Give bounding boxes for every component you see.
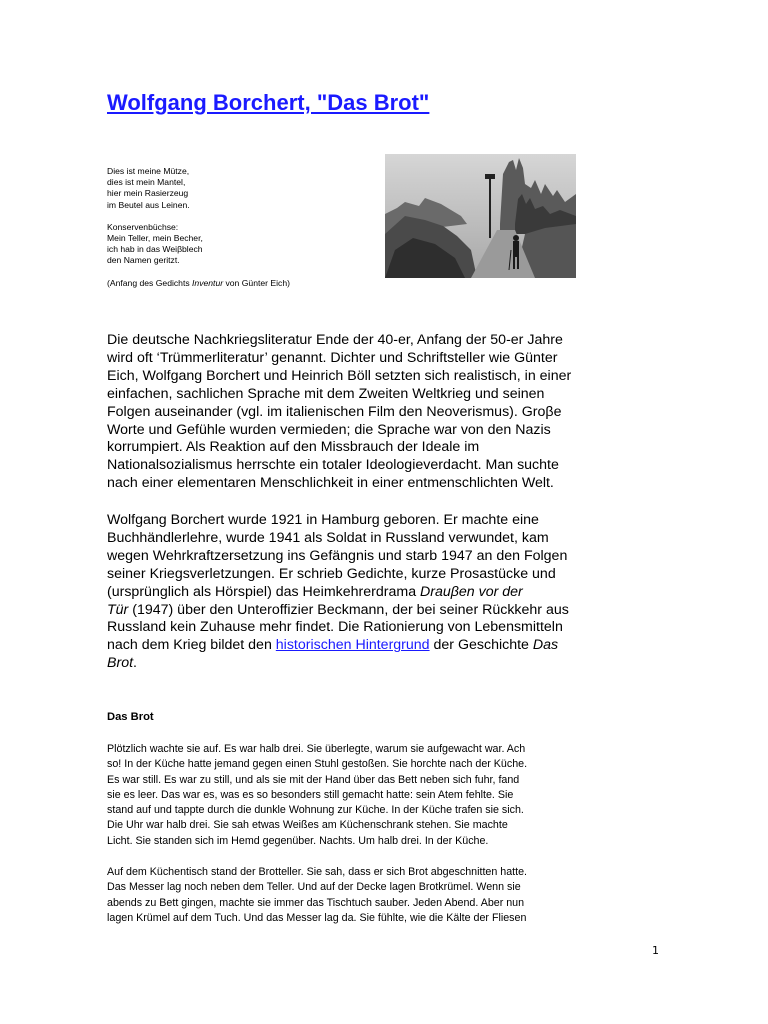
poem-stanza-1 — [107, 166, 357, 211]
story-paragraph-2 — [107, 865, 607, 926]
historical-background-link[interactable]: historischen Hintergrund — [275, 637, 430, 654]
intro-line: Folgen auseinander (vgl. im italienischen Film den Neoverismus). Groβe — [107, 403, 562, 420]
story-line: stand auf und tappte durch die dunkle Wohnung zur Küche. In der Küche trafen sie sich. — [107, 804, 524, 817]
poem-line: im Beutel aus Leinen. — [107, 199, 190, 210]
bio-line: Wolfgang Borchert wurde 1921 in Hamburg geboren. Er machte eine — [107, 512, 539, 528]
bio-line: Buchhändlerlehre, wurde 1941 als Soldat in Russland verwundet, kam — [107, 529, 549, 546]
story-line: so! In der Küche hatte jemand gegen einen Stuhl gestoßen. Sie horchte nach der Küche. — [107, 758, 528, 771]
bio-line — [107, 602, 601, 620]
story-line: sie es leer. Das war es, was es so besonders still gemacht hatte: sein Atem fehlte. Sie — [107, 788, 514, 801]
intro-paragraph — [107, 332, 601, 493]
story-line: Das Messer lag noch neben dem Teller. Und auf der Decke lagen Brotkrümel. Wenn sie — [107, 881, 521, 894]
intro-line: wird oft ‘Trümmerliteratur’ genannt. Dichter und Schriftsteller wie Günter — [107, 349, 558, 366]
poem-line: Dies ist meine Mütze, — [107, 166, 190, 176]
intro-line: einfachen, sachlichen Sprache mit dem Zweiten Weltkrieg und seinen — [107, 385, 545, 402]
story-line: Es war still. Es war zu still, und als sie mit der Hand über das Bett neben sich fuhr, fand — [107, 773, 520, 786]
intro-line: korrumpiert. Als Reaktion auf den Missbrauch der Ideale im — [107, 439, 480, 456]
poem-stanza-2 — [107, 222, 357, 267]
intro-line: Worte und Gefühle wurden vermieden; die Sprache war von den Nazis — [107, 421, 551, 438]
document-title[interactable]: Wolfgang Borchert, "Das Brot" — [107, 90, 430, 115]
biography-paragraph — [107, 512, 601, 673]
poem-line: ich hab in das Weiβblech — [107, 244, 203, 255]
story-paragraph-1 — [107, 742, 607, 849]
intro-line: Nationalsozialismus herrschte ein totaler Ideologieverdacht. Man suchte — [107, 457, 559, 474]
bio-line: seiner Kriegsverletzungen. Er schrieb Gedichte, kurze Prosastücke und — [107, 565, 556, 582]
intro-line: Die deutsche Nachkriegsliteratur Ende der 40-er, Anfang der 50-er Jahre — [107, 332, 563, 348]
poem-excerpt — [107, 166, 357, 289]
story-title: Brot — [107, 655, 134, 672]
intro-line: Eich, Wolfgang Borchert und Heinrich Böll setzten sich realistisch, in einer — [107, 367, 572, 384]
ruins-photo-image — [385, 154, 576, 278]
story-heading: Das Brot — [107, 711, 154, 723]
story-line: abends zu Bett gingen, machte sie immer das Tischtuch sauber. Jeden Abend. Aber nun — [107, 896, 525, 909]
poem-caption-text: (Anfang des Gedichts — [107, 277, 193, 288]
ruins-photo — [385, 154, 576, 278]
poem-caption-text: von Günter Eich) — [223, 277, 290, 288]
story-line: lagen Krümel auf dem Tuch. Und das Messer lag da. Sie fühlte, wie die Kälte der Fliesen — [107, 911, 527, 924]
poem-caption-title: Inventur — [192, 277, 224, 288]
poem-line: Mein Teller, mein Becher, — [107, 233, 203, 244]
bio-text: (1947) über den Unteroffizier Beckmann, der bei seiner Rückkehr aus — [128, 601, 569, 618]
poem-caption — [107, 278, 357, 289]
intro-line: nach einer elementaren Menschlichkeit in einer entmenschlichten Welt. — [107, 475, 554, 492]
poem-line: den Namen geritzt. — [107, 255, 180, 266]
bio-text: nach dem Krieg bildet den — [107, 637, 276, 654]
story-line: Die Uhr war halb drei. Sie sah etwas Weißes am Küchenschrank stehen. Sie machte — [107, 819, 508, 832]
poem-line: dies ist mein Mantel, — [107, 177, 186, 188]
story-line: Plötzlich wachte sie auf. Es war halb drei. Sie überlegte, warum sie aufgewacht war. Ach — [107, 743, 526, 755]
bio-text: der Geschichte — [429, 637, 533, 654]
bio-line: Russland kein Zuhause mehr findet. Die Rationierung von Lebensmitteln — [107, 619, 563, 636]
drama-title: Tür — [107, 601, 129, 618]
story-line: Auf dem Küchentisch stand der Brotteller. Sie sah, dass er sich Brot abgeschnitten hatte. — [107, 866, 528, 878]
page-number: 1 — [652, 944, 659, 957]
bio-text: . — [133, 655, 137, 672]
bio-line: wegen Wehrkraftzersetzung ins Gefängnis und starb 1947 an den Folgen — [107, 547, 568, 564]
story-title: Das — [532, 637, 559, 654]
poem-line: hier mein Rasierzeug — [107, 188, 189, 199]
story-line: Licht. Sie standen sich im Hemd gegenüber. Nachts. Um halb drei. In der Küche. — [107, 834, 489, 847]
drama-title: Drauβen vor der — [420, 583, 523, 600]
poem-line: Konservenbüchse: — [107, 221, 179, 232]
bio-line — [107, 637, 601, 655]
bio-line — [107, 584, 601, 602]
bio-text: (ursprünglich als Hörspiel) das Heimkehrerdrama — [107, 583, 421, 600]
bio-line — [107, 655, 601, 673]
